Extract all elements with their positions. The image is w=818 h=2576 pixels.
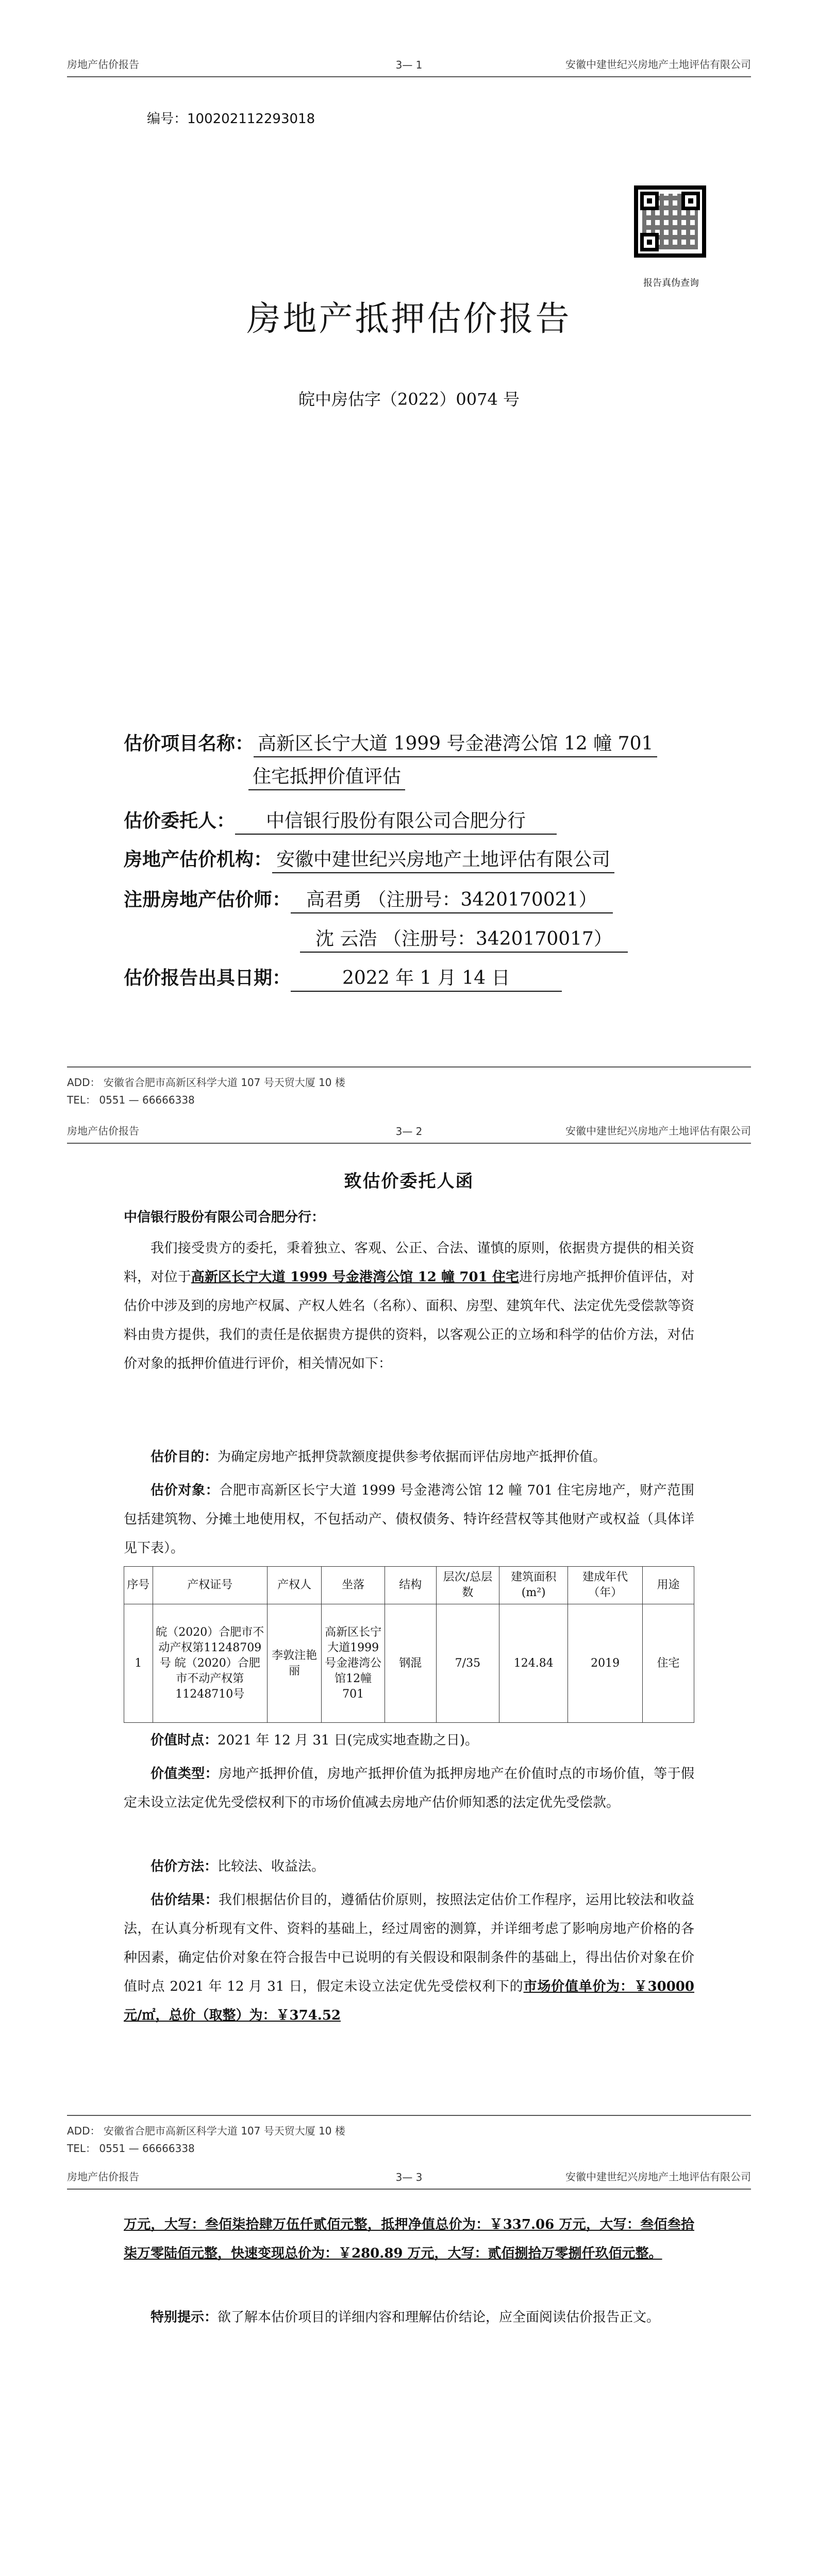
header-page-number: 3— 1 — [395, 59, 423, 71]
letter-addressee — [124, 1203, 694, 1232]
header-company: 安徽中建世纪兴房地产土地评估有限公司 — [565, 1125, 751, 1137]
value-type: 价值类型：房地产抵押价值，房地产抵押价值为抵押房地产在价值时点的市场价值，等于假定未设立法定优先受偿权利下的市场价值减去房地产估价师知悉的法定优先受偿款。 — [124, 1766, 694, 1810]
client — [124, 811, 694, 831]
client-value: 中信银行股份有限公司合肥分行 — [235, 810, 557, 835]
value-date: 价值时点：2021 年 12 月 31 日(完成实地查勘之日)。 — [151, 1733, 478, 1748]
footer-tel: TEL： 0551 — 66666338 — [67, 1094, 195, 1106]
valuation-org — [124, 850, 694, 869]
appraiser-label: 注册房地产估价师： — [124, 889, 291, 910]
th-year: 建成年代（年） — [568, 1567, 643, 1604]
project-name-cont — [248, 768, 694, 786]
footer-address: ADD： 安徽省合肥市高新区科学大道 107 号天贸大厦 10 楼 — [67, 2125, 345, 2137]
th-cert: 产权证号 — [153, 1567, 267, 1604]
footer-address: ADD： 安徽省合肥市高新区科学大道 107 号天贸大厦 10 楼 — [67, 1076, 345, 1089]
page-header — [67, 2154, 751, 2190]
table-header-row — [124, 1567, 694, 1604]
valuation-result-cont — [124, 2210, 694, 2268]
date-value: 2022 年 1 月 14 日 — [291, 968, 562, 992]
th-location: 坐落 — [322, 1567, 385, 1604]
page-footer — [67, 1066, 751, 1109]
addressee-text: 中信银行股份有限公司合肥分行： — [124, 1210, 325, 1225]
appraiser-1-value: 高君勇 （注册号：3420170021） — [291, 889, 613, 913]
header-left: 房地产估价报告 — [67, 2171, 139, 2183]
th-use: 用途 — [642, 1567, 694, 1604]
market-value: 市场价值单价为：￥30000 元/㎡，总价（取整）为：￥374.52 — [124, 1979, 694, 2023]
qr-caption: 报告真伪查询 — [643, 278, 699, 289]
project-line2: 住宅抵押价值评估 — [248, 766, 405, 790]
appraiser-2 — [300, 930, 694, 948]
report-number-label: 编号： — [147, 111, 188, 127]
report-number-value: 100202112293018 — [187, 111, 315, 127]
th-structure: 结构 — [385, 1567, 436, 1604]
th-no: 序号 — [124, 1567, 153, 1604]
property-address: 高新区长宁大道 1999 号金港湾公馆 12 幢 701 住宅 — [191, 1269, 520, 1285]
page-header — [67, 41, 751, 77]
document-title: 房地产抵押估价报告 — [246, 299, 572, 338]
special-notice: 特别提示：欲了解本估价项目的详细内容和理解估价结论，应全面阅读估价报告正文。 — [151, 2310, 660, 2325]
letter-intro: 我们接受贵方的委托，秉着独立、客观、公正、合法、谨慎的原则，依据贵方提供的相关资料，对位于高新区长宁大道 1999 号金港湾公馆 12 幢 701 住宅进行房地产抵押价值评估，对估价中涉及到的房地产权属、产权人姓名（名称）、面积、房型、建筑年代、法定优先受偿款等资料由贵方提供，我们的责任是依据贵方提供的资料，以客观公正的立场和科学的估价方法，对估价对象的抵押价值进行评价，相关情况如下： — [124, 1241, 694, 1371]
report-date — [124, 969, 694, 988]
date-label: 估价报告出具日期： — [124, 967, 291, 989]
org-value: 安徽中建世纪兴房地产土地评估有限公司 — [272, 849, 614, 873]
project-line1: 高新区长宁大道 1999 号金港湾公馆 12 幢 701 — [254, 733, 657, 757]
report-number — [147, 108, 315, 127]
th-owner: 产权人 — [267, 1567, 322, 1604]
document-number: 皖中房估字（2022）0074 号 — [298, 389, 520, 409]
valuation-result: 估价结果：我们根据估价目的，遵循估价原则，按照法定估价工作程序，运用比较法和收益法，在认真分析现有文件、资料的基础上，经过周密的测算，并详细考虑了影响房地产价格的各种因素，确定估价对象在符合报告中已说明的有关假设和限制条件的基础上，得出估价对象在价值时点 2021 年 12 月 31 日，假定未设立法定优先受偿权利下的市场价值单价为：￥30000 元/㎡，总价（取整）为：￥374.52 — [124, 1892, 694, 2023]
page-footer — [67, 2115, 751, 2157]
valuation-purpose: 估价目的：为确定房地产抵押贷款额度提供参考依据而评估房地产抵押价值。 — [151, 1449, 607, 1465]
qr-code-icon — [634, 185, 706, 258]
header-page-number: 3— 3 — [395, 2171, 423, 2183]
property-table — [124, 1566, 694, 1723]
header-left: 房地产估价报告 — [67, 58, 139, 71]
header-page-number: 3— 2 — [395, 1125, 423, 1138]
header-company: 安徽中建世纪兴房地产土地评估有限公司 — [565, 58, 751, 71]
org-label: 房地产估价机构： — [124, 849, 273, 870]
appraiser-2-value: 沈 云浩 （注册号：3420170017） — [300, 928, 628, 953]
valuation-object: 估价对象：合肥市高新区长宁大道 1999 号金港湾公馆 12 幢 701 住宅房地产，财产范围包括建筑物、分摊土地使用权，不包括动产、债权债务、特许经营权等其他财产或权益（具体详见下表）。 — [124, 1483, 694, 1556]
valuation-method: 估价方法：比较法、收益法。 — [151, 1859, 325, 1874]
th-floor: 层次/总层数 — [436, 1567, 499, 1604]
header-left: 房地产估价报告 — [67, 1125, 139, 1137]
client-label: 估价委托人： — [124, 810, 236, 832]
project-label: 估价项目名称： — [124, 733, 254, 754]
th-area: 建筑面积(m²) — [499, 1567, 568, 1604]
appraiser-1 — [124, 890, 694, 909]
total-value-text: 万元，大写：叁佰柒拾肆万伍仟贰佰元整，抵押净值总价为：￥337.06 万元，大写：叁佰叁拾柒万零陆佰元整，快速变现总价为：￥280.89 万元，大写：贰佰捌拾万零捌仟玖佰元整。 — [124, 2217, 694, 2261]
letter-title: 致估价委托人函 — [344, 1171, 474, 1192]
table-row: 1 皖（2020）合肥市不动产权第11248709号 皖（2020）合肥市不动产权第11248710号 李敦注艳丽 高新区长宁大道1999号金港湾公馆12幢701 钢混 7/35 124.84 2019 住宅 — [124, 1604, 694, 1723]
header-company: 安徽中建世纪兴房地产土地评估有限公司 — [565, 2171, 751, 2183]
page-header — [67, 1108, 751, 1144]
footer-tel: TEL： 0551 — 66666338 — [67, 2142, 195, 2155]
project-name — [124, 734, 694, 753]
